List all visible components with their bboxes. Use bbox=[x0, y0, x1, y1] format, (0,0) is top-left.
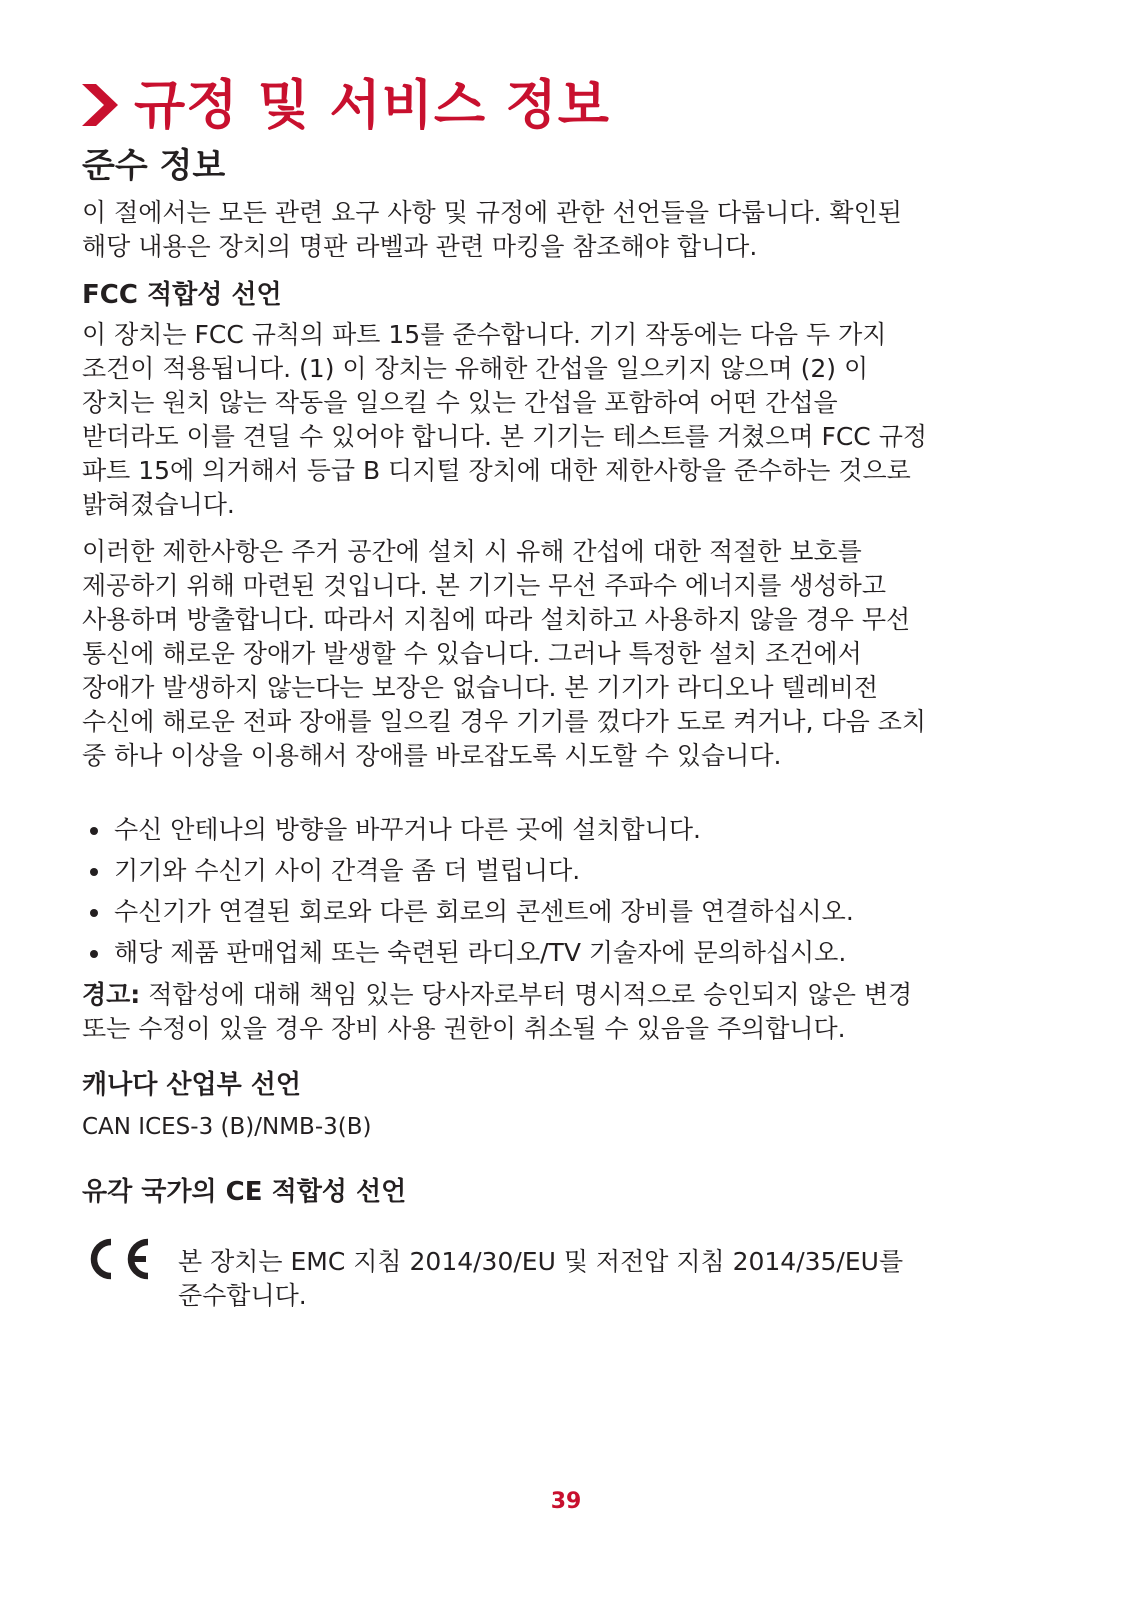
page-number: 39 bbox=[550, 1489, 582, 1514]
fcc-measures-list bbox=[86, 813, 854, 977]
fcc-warning bbox=[82, 978, 1072, 1046]
text-line: 이러한 제한사항은 주거 공간에 설치 시 유해 간섭에 대한 적절한 보호를 bbox=[82, 537, 862, 566]
text-line: 해당 내용은 장치의 명판 라벨과 관련 마킹을 참조해야 합니다. bbox=[82, 232, 758, 261]
list-item bbox=[86, 854, 854, 895]
text-line: 장애가 발생하지 않는다는 보장은 없습니다. 본 기기가 라디오나 텔레비전 bbox=[82, 673, 879, 702]
ce-heading: 유각 국가의 CE 적합성 선언 bbox=[82, 1177, 407, 1207]
fcc-paragraph-1 bbox=[82, 318, 1072, 522]
chevron-right-icon bbox=[80, 80, 120, 130]
text-line: 이 절에서는 모든 관련 요구 사항 및 규정에 관한 선언들을 다룹니다. 확인된 bbox=[82, 198, 902, 227]
fcc-paragraph-2 bbox=[82, 535, 1072, 773]
text-line: 조건이 적용됩니다. (1) 이 장치는 유해한 간섭을 일으키지 않으며 (2) 이 bbox=[82, 354, 869, 383]
text-line: 통신에 해로운 장애가 발생할 수 있습니다. 그러나 특정한 설치 조건에서 bbox=[82, 639, 862, 668]
bullet-icon bbox=[90, 868, 98, 876]
text-line: 수신에 해로운 전파 장애를 일으킬 경우 기기를 껐다가 도로 켜거나, 다음 조치 bbox=[82, 707, 927, 736]
text-line: 본 장치는 EMC 지침 2014/30/EU 및 저전압 지침 2014/35/EU를 bbox=[178, 1247, 904, 1276]
text-line: 파트 15에 의거해서 등급 B 디지털 장치에 대한 제한사항을 준수하는 것으로 bbox=[82, 456, 911, 485]
text-line: 받더라도 이를 견딜 수 있어야 합니다. 본 기기는 테스트를 거쳤으며 FCC 규정 bbox=[82, 422, 928, 451]
list-item-text: 기기와 수신기 사이 간격을 좀 더 벌립니다. bbox=[114, 856, 581, 885]
ce-mark-icon bbox=[84, 1234, 154, 1284]
list-item bbox=[86, 813, 854, 854]
text-line: 중 하나 이상을 이용해서 장애를 바로잡도록 시도할 수 있습니다. bbox=[82, 741, 782, 770]
list-item-text: 수신기가 연결된 회로와 다른 회로의 콘센트에 장비를 연결하십시오. bbox=[114, 897, 854, 926]
bullet-icon bbox=[90, 827, 98, 835]
list-item bbox=[86, 895, 854, 936]
bullet-icon bbox=[90, 909, 98, 917]
list-item bbox=[86, 936, 854, 977]
text-line: 또는 수정이 있을 경우 장비 사용 권한이 취소될 수 있음을 주의합니다. bbox=[82, 1014, 846, 1043]
warning-text: 적합성에 대해 책임 있는 당사자로부터 명시적으로 승인되지 않은 변경 bbox=[140, 980, 913, 1009]
page-header bbox=[80, 70, 610, 140]
text-line bbox=[82, 978, 1072, 1012]
page-title: 규정 및 서비스 정보 bbox=[134, 74, 610, 136]
warning-label: 경고: bbox=[82, 980, 141, 1009]
text-line: 밝혀졌습니다. bbox=[82, 490, 235, 519]
ce-text bbox=[178, 1245, 903, 1313]
fcc-heading: FCC 적합성 선언 bbox=[82, 280, 282, 310]
text-line: 준수합니다. bbox=[178, 1281, 307, 1310]
canada-heading: 캐나다 산업부 선언 bbox=[82, 1070, 302, 1100]
canada-text: CAN ICES-3 (B)/NMB-3(B) bbox=[82, 1114, 372, 1140]
list-item-text: 해당 제품 판매업체 또는 숙련된 라디오/TV 기술자에 문의하십시오. bbox=[114, 938, 847, 967]
text-line: 장치는 원치 않는 작동을 일으킬 수 있는 간섭을 포함하여 어떤 간섭을 bbox=[82, 388, 838, 417]
list-item-text: 수신 안테나의 방향을 바꾸거나 다른 곳에 설치합니다. bbox=[114, 815, 701, 844]
compliance-heading: 준수 정보 bbox=[82, 146, 226, 186]
text-line: 사용하며 방출합니다. 따라서 지침에 따라 설치하고 사용하지 않을 경우 무선 bbox=[82, 605, 911, 634]
compliance-intro bbox=[82, 196, 1072, 264]
bullet-icon bbox=[90, 950, 98, 958]
text-line: 제공하기 위해 마련된 것입니다. 본 기기는 무선 주파수 에너지를 생성하고 bbox=[82, 571, 886, 600]
text-line: 이 장치는 FCC 규칙의 파트 15를 준수합니다. 기기 작동에는 다음 두 가지 bbox=[82, 320, 887, 349]
